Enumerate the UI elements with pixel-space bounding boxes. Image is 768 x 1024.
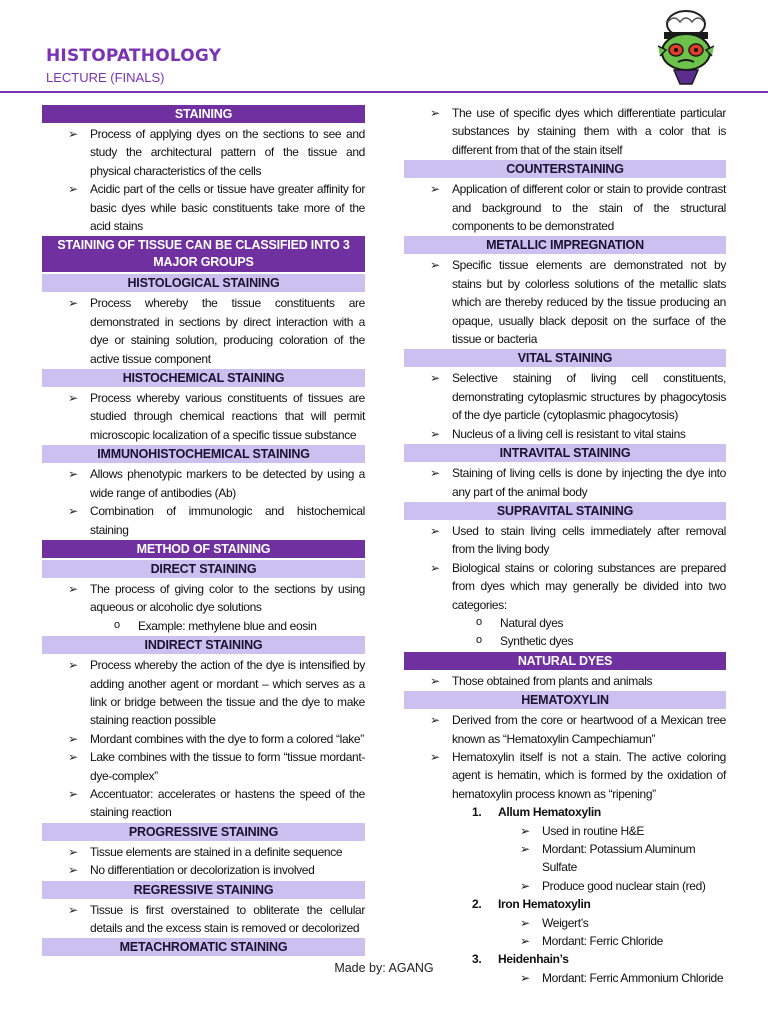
subbullet-natural-dyes: o Natural dyes	[404, 614, 726, 632]
bullet-direct-1: ➢ The process of giving color to the sections by using aqueous or alcoholic dye solutions	[42, 580, 365, 617]
bullet-intravital-1: ➢ Staining of living cells is done by injecting the dye into any part of the animal body	[404, 464, 726, 501]
number-3: 3.	[472, 952, 482, 967]
heading-supravital: SUPRAVITAL STAINING	[404, 502, 726, 520]
heading-progressive: PROGRESSIVE STAINING	[42, 823, 365, 841]
heading-hematoxylin: HEMATOXYLIN	[404, 691, 726, 709]
heading-intravital: INTRAVITAL STAINING	[404, 444, 726, 462]
mascot-logo	[654, 10, 718, 88]
number-2: 2.	[472, 897, 482, 912]
bullet-hema-2: ➢ Hematoxylin itself is not a stain. The active coloring agent is hematin, which is formed by the oxidation of hematoxylin process known as “ripening”	[404, 748, 726, 803]
bullet-histological-1: ➢ Process whereby the tissue constituents are demonstrated in sections by direct interaction with a dye or staining solution, producing coloration of the active tissue component	[42, 294, 365, 368]
numbered-item-2	[404, 895, 726, 913]
heading-histological: HISTOLOGICAL STAINING	[42, 274, 365, 292]
numbered-label-3: Heidenhain’s	[498, 952, 569, 967]
bullet-counter-1: ➢ Application of different color or stain to provide contrast and background to the stain of the structural components to be demonstrated	[404, 180, 726, 235]
numbered-label-1: Allum Hematoxylin	[498, 805, 601, 820]
page-title: HISTOPATHOLOGY	[46, 46, 222, 66]
bullet-indirect-4: ➢ Accentuator: accelerates or hastens the speed of the staining reaction	[42, 785, 365, 822]
numbered-item-1	[404, 803, 726, 821]
nested-bullet-2b: ➢ Mordant: Ferric Chloride	[404, 932, 726, 950]
bullet-progressive-2: ➢ No differentiation or decolorization is involved	[42, 861, 365, 879]
header-divider	[0, 91, 768, 93]
heading-regressive: REGRESSIVE STAINING	[42, 881, 365, 899]
right-column	[404, 104, 726, 987]
bullet-indirect-1: ➢ Process whereby the action of the dye is intensified by adding another agent or mordant – which serves as a link or bridge between the tissue and the dye to make staining reaction possible	[42, 656, 365, 730]
heading-classified: STAINING OF TISSUE CAN BE CLASSIFIED INTO 3 MAJOR GROUPS	[42, 236, 365, 272]
heading-immunohistochemical: IMMUNOHISTOCHEMICAL STAINING	[42, 445, 365, 463]
bullet-progressive-1: ➢ Tissue elements are stained in a definite sequence	[42, 843, 365, 861]
bullet-vital-2: ➢ Nucleus of a living cell is resistant to vital stains	[404, 425, 726, 443]
bullet-supravital-1: ➢ Used to stain living cells immediately after removal from the living body	[404, 522, 726, 559]
nested-bullet-1b: ➢ Mordant: Potassium Aluminum Sulfate	[404, 840, 726, 877]
bullet-staining-2: ➢ Acidic part of the cells or tissue have greater affinity for basic dyes while basic constituents take more of the acid stains	[42, 180, 365, 235]
heading-method: METHOD OF STAINING	[42, 540, 365, 558]
nested-bullet-1c: ➢ Produce good nuclear stain (red)	[404, 877, 726, 895]
nested-bullet-1a: ➢ Used in routine H&E	[404, 822, 726, 840]
heading-metachromatic: METACHROMATIC STAINING	[42, 938, 365, 956]
subbullet-direct-1: o Example: methylene blue and eosin	[42, 617, 365, 635]
footer-credit: Made by: AGANG	[334, 961, 434, 975]
bullet-hema-1: ➢ Derived from the core or heartwood of a Mexican tree known as “Hematoxylin Campechiamun”	[404, 711, 726, 748]
heading-direct: DIRECT STAINING	[42, 560, 365, 578]
heading-natural-dyes: NATURAL DYES	[404, 652, 726, 670]
bullet-regressive-1: ➢ Tissue is first overstained to obliterate the cellular details and the excess stain is removed or decolorized	[42, 901, 365, 938]
bullet-histochemical-1: ➢ Process whereby various constituents of tissues are studied through chemical reactions that will permit microscopic localization of a specific tissue substance	[42, 389, 365, 444]
heading-staining: STAINING	[42, 105, 365, 123]
bullet-indirect-2: ➢ Mordant combines with the dye to form a colored “lake”	[42, 730, 365, 748]
bullet-immuno-1: ➢ Allows phenotypic markers to be detected by using a wide range of antibodies (Ab)	[42, 465, 365, 502]
number-1: 1.	[472, 805, 482, 820]
bullet-staining-1: ➢ Process of applying dyes on the sections to see and study the architectural pattern of the tissue and physical characteristics of the cells	[42, 125, 365, 180]
subbullet-synthetic-dyes: o Synthetic dyes	[404, 632, 726, 650]
bullet-vital-1: ➢ Selective staining of living cell constituents, demonstrating cytoplasmic structures by phagocytosis of the dye particle (cytoplasmic phagocytosis)	[404, 369, 726, 424]
nested-bullet-2a: ➢ Weigert’s	[404, 914, 726, 932]
page-subtitle: LECTURE (FINALS)	[46, 70, 165, 85]
heading-vital: VITAL STAINING	[404, 349, 726, 367]
bullet-indirect-3: ➢ Lake combines with the tissue to form “tissue mordant-dye-complex”	[42, 748, 365, 785]
bullet-supravital-2: ➢ Biological stains or coloring substances are prepared from dyes which may generally be divided into two categories:	[404, 559, 726, 614]
bullet-metallic-1: ➢ Specific tissue elements are demonstrated not by stains but by colorless solutions of the metallic slats which are thereby reduced by the tissue producing an opaque, usually black deposit on the surface of the tissue or bacteria	[404, 256, 726, 348]
numbered-label-2: Iron Hematoxylin	[498, 897, 591, 912]
bullet-immuno-2: ➢ Combination of immunologic and histochemical staining	[42, 502, 365, 539]
heading-counterstaining: COUNTERSTAINING	[404, 160, 726, 178]
bullet-metachromatic-1: ➢ The use of specific dyes which differentiate particular substances by staining them with a color that is different from that of the stain itself	[404, 104, 726, 159]
heading-metallic: METALLIC IMPREGNATION	[404, 236, 726, 254]
nested-bullet-3a: ➢ Mordant: Ferric Ammonium Chloride	[404, 969, 726, 987]
heading-histochemical: HISTOCHEMICAL STAINING	[42, 369, 365, 387]
heading-indirect: INDIRECT STAINING	[42, 636, 365, 654]
left-column	[42, 104, 365, 958]
bullet-natural-1: ➢ Those obtained from plants and animals	[404, 672, 726, 690]
